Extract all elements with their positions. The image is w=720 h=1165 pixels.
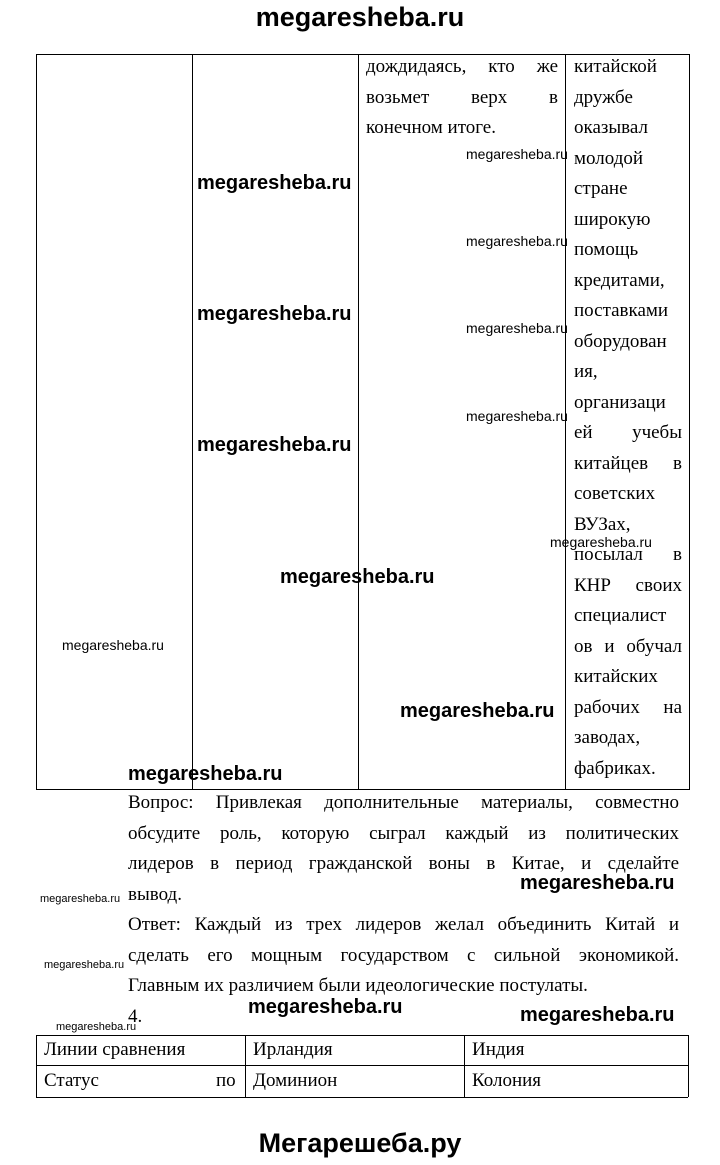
watermark: megaresheba.ru xyxy=(40,893,121,905)
watermark: megaresheba.ru xyxy=(197,434,352,456)
compare-table-row-divider xyxy=(36,1065,688,1066)
site-header[interactable]: megaresheba.ru xyxy=(255,2,465,32)
col3-line: конечном итоге. xyxy=(366,117,496,138)
col4-line: ей учебы xyxy=(574,422,682,443)
compare-header-cell: Линии сравнения xyxy=(44,1039,186,1060)
compare-header-cell: Индия xyxy=(472,1039,525,1060)
top-table-border-right xyxy=(689,54,690,789)
col4-line: помощь xyxy=(574,239,639,260)
top-table-col4-text xyxy=(574,52,682,784)
compare-table-border-bottom xyxy=(36,1097,688,1098)
col4-line: ия, xyxy=(574,361,598,382)
answer-line: сделать его мощным государством с сильной экономикой. xyxy=(128,944,679,966)
watermark: megaresheba.ru xyxy=(128,763,283,785)
col4-line: дружбе xyxy=(574,86,633,108)
col4-line: китайской xyxy=(574,56,657,77)
watermark: megaresheba.ru xyxy=(248,996,403,1018)
watermark: megaresheba.ru xyxy=(466,233,568,249)
question-line: вывод. xyxy=(128,883,182,905)
site-footer[interactable]: Мегарешеба.ру xyxy=(258,1128,462,1158)
col4-line: фабриках. xyxy=(574,757,656,779)
col4-line: поставками xyxy=(574,300,669,321)
watermark: megaresheba.ru xyxy=(466,320,568,336)
answer-line: Главным их различием были идеологические постулаты. xyxy=(128,975,588,996)
col4-line: стране xyxy=(574,178,628,199)
compare-table-border-left xyxy=(36,1035,37,1097)
compare-table-divider-2 xyxy=(464,1035,465,1097)
col4-line: ов и обучал xyxy=(574,635,682,657)
watermark: megaresheba.ru xyxy=(550,534,652,550)
col3-line: возьмет верх в xyxy=(366,86,558,108)
col4-line: организаци xyxy=(574,391,666,413)
col4-line: молодой xyxy=(574,147,644,169)
question-line: обсудите роль, которую сыграл каждый из политических xyxy=(128,822,679,844)
watermark: megaresheba.ru xyxy=(466,408,568,424)
compare-table-divider-1 xyxy=(245,1035,246,1097)
col3-line: дождидаясь, кто же xyxy=(366,56,558,77)
top-table-divider-1 xyxy=(192,54,193,789)
watermark: megaresheba.ru xyxy=(466,146,568,162)
watermark: megaresheba.ru xyxy=(520,872,675,894)
col4-line: китайских xyxy=(574,666,658,687)
top-table-divider-2 xyxy=(358,54,359,789)
compare-header-cell: Ирландия xyxy=(253,1039,333,1060)
watermark: megaresheba.ru xyxy=(197,303,352,325)
col4-line: специалист xyxy=(574,605,667,626)
col4-line: оказывал xyxy=(574,117,648,138)
compare-row-cell: по xyxy=(216,1070,236,1091)
top-table-border-left xyxy=(36,54,37,789)
watermark: megaresheba.ru xyxy=(400,700,555,722)
col4-line: оборудован xyxy=(574,330,667,352)
compare-table-border-top xyxy=(36,1035,688,1036)
answer-line: Ответ: Каждый из трех лидеров желал объединить Китай и xyxy=(128,914,679,935)
watermark: megaresheba.ru xyxy=(520,1004,675,1026)
question-line: лидеров в период гражданской воны в Китае, и сделайте xyxy=(128,853,679,874)
watermark: megaresheba.ru xyxy=(44,959,125,971)
col4-line: широкую xyxy=(574,208,651,230)
col4-line: ВУЗах, xyxy=(574,513,631,535)
col4-line: китайцев в xyxy=(574,452,682,474)
col4-line: заводах, xyxy=(574,727,641,748)
col4-line: посылал в xyxy=(574,544,682,565)
top-table-col3-text xyxy=(366,52,558,144)
watermark: megaresheba.ru xyxy=(197,172,352,194)
watermark: megaresheba.ru xyxy=(280,566,435,588)
compare-row-cell: Колония xyxy=(472,1070,542,1091)
col4-line: рабочих на xyxy=(574,696,682,718)
compare-row-cell: Доминион xyxy=(253,1070,338,1091)
question-line: Вопрос: Привлекая дополнительные материалы, совместно xyxy=(128,792,679,813)
compare-row-cell: Статус xyxy=(44,1070,99,1091)
section-number: 4. xyxy=(128,1006,143,1027)
answer-paragraph xyxy=(128,910,679,1002)
compare-table-border-right xyxy=(688,1035,689,1097)
col4-line: советских xyxy=(574,483,656,504)
watermark: megaresheba.ru xyxy=(56,1021,137,1033)
col4-line: КНР своих xyxy=(574,574,682,596)
watermark: megaresheba.ru xyxy=(62,637,164,653)
col4-line: кредитами, xyxy=(574,269,665,291)
